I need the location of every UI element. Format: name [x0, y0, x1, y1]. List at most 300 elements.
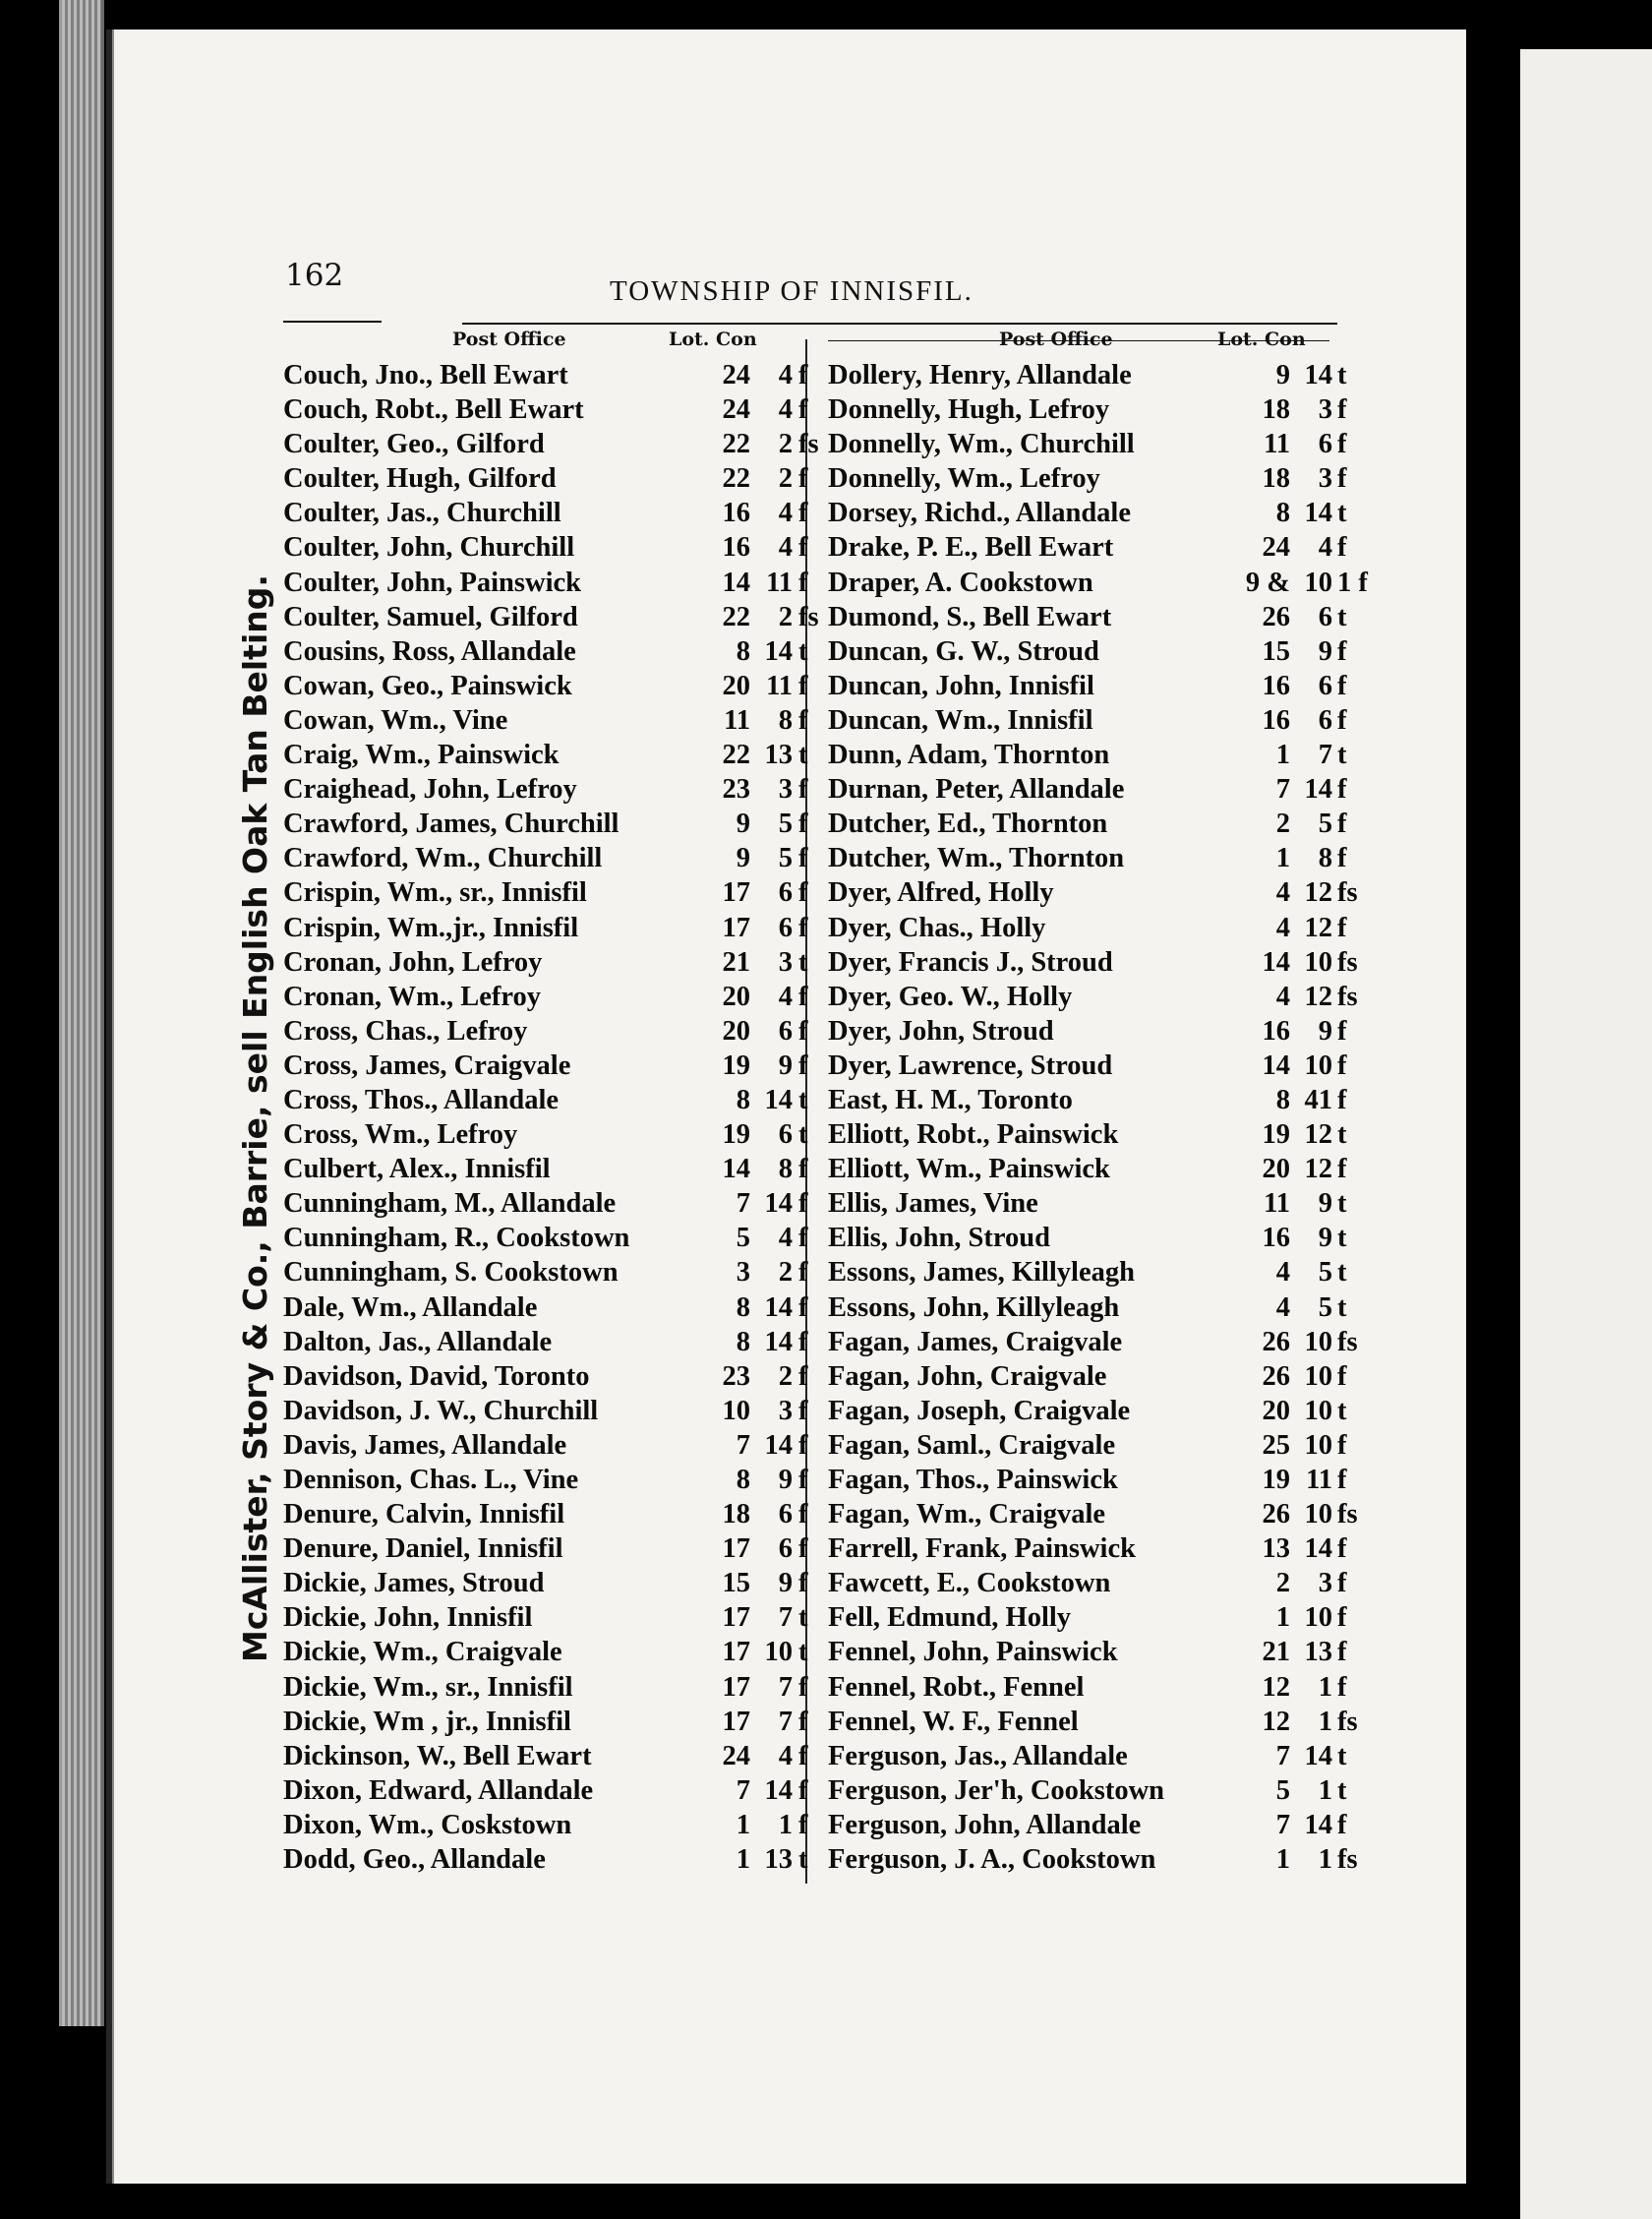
directory-entry	[283, 703, 808, 738]
directory-entry	[283, 875, 808, 910]
entry-name: Dixon, Wm., Coskstown	[283, 1809, 572, 1840]
entry-code: t	[798, 1084, 808, 1115]
entry-name: Dalton, Jas., Allandale	[283, 1326, 553, 1357]
directory-entry	[828, 530, 1347, 565]
entry-name: Dickie, James, Stroud	[283, 1568, 545, 1599]
entry-name: Farrell, Frank, Painswick	[828, 1533, 1136, 1565]
directory-entry	[828, 738, 1347, 772]
entry-lot: 12	[1262, 1706, 1290, 1737]
post-office-header: Post Office	[452, 329, 566, 350]
entry-concession: 6	[778, 1499, 793, 1530]
entry-code: t	[1337, 1774, 1347, 1806]
entry-concession: 10	[1304, 1326, 1332, 1357]
directory-entry	[283, 1566, 808, 1600]
directory-entry	[283, 1359, 808, 1394]
entry-name: Fennel, W. F., Fennel	[828, 1706, 1079, 1737]
directory-entry	[283, 461, 808, 496]
entry-code: f	[798, 843, 808, 874]
entry-name: Cross, Thos., Allandale	[283, 1084, 560, 1115]
entry-code: fs	[798, 601, 819, 632]
entry-concession: 1	[1318, 1706, 1332, 1737]
entry-lot: 8	[736, 1326, 750, 1357]
entry-lot: 25	[1262, 1429, 1290, 1461]
entry-lot: 22	[722, 463, 750, 495]
entry-concession: 1	[1318, 1844, 1332, 1876]
entry-code: f	[798, 1050, 808, 1081]
entry-concession: 4	[778, 1740, 793, 1771]
entry-lot: 19	[722, 1119, 750, 1151]
entry-lot: 20	[1262, 1154, 1290, 1185]
directory-entry	[828, 669, 1347, 703]
directory-entry	[283, 1635, 808, 1669]
entry-lot: 8	[736, 1084, 750, 1115]
entry-name: Ferguson, John, Allandale	[828, 1809, 1142, 1840]
directory-entry	[283, 1290, 808, 1325]
entry-concession: 12	[1304, 912, 1332, 943]
entry-name: Dollery, Henry, Allandale	[828, 360, 1132, 390]
entry-lot: 26	[1262, 1326, 1290, 1357]
directory-entry	[828, 875, 1358, 910]
entry-lot: 19	[1262, 1465, 1290, 1495]
directory-entry	[828, 1497, 1358, 1531]
directory-entry	[828, 461, 1347, 496]
entry-name: Denure, Calvin, Innisfil	[283, 1499, 565, 1530]
entry-lot: 20	[722, 1015, 750, 1047]
entry-concession: 7	[778, 1671, 793, 1703]
entry-code: f	[798, 463, 808, 495]
entry-code: t	[1337, 360, 1347, 390]
entry-concession: 11	[766, 670, 793, 701]
entry-code: fs	[1337, 1499, 1358, 1530]
entry-lot: 2	[1275, 809, 1290, 840]
entry-code: f	[798, 1499, 808, 1530]
directory-entry	[828, 1808, 1347, 1842]
entry-lot: 20	[722, 981, 750, 1012]
entry-name: Dixon, Edward, Allandale	[283, 1774, 594, 1806]
directory-entry	[828, 1290, 1347, 1325]
entry-lot: 1	[1275, 1602, 1290, 1634]
directory-entry	[283, 427, 819, 461]
entry-name: East, H. M., Toronto	[828, 1084, 1073, 1115]
entry-code: f	[798, 567, 808, 598]
entry-name: Cowan, Wm., Vine	[283, 704, 508, 736]
entry-concession: 13	[764, 1844, 793, 1876]
entry-lot: 17	[722, 1671, 750, 1703]
page-number: 162	[285, 258, 344, 293]
directory-entry	[283, 945, 808, 980]
directory-entry	[283, 911, 808, 945]
entry-concession: 9	[1318, 1015, 1332, 1047]
entry-concession: 5	[778, 809, 793, 840]
entry-name: Dyer, Alfred, Holly	[828, 877, 1054, 909]
entry-name: Cunningham, M., Allandale	[283, 1188, 617, 1220]
entry-lot: 1	[1275, 740, 1290, 771]
directory-entry	[828, 1255, 1347, 1289]
entry-lot: 2	[1275, 1568, 1290, 1599]
directory-entry	[283, 1083, 808, 1117]
entry-name: Dodd, Geo., Allandale	[283, 1844, 546, 1876]
running-head: TOWNSHIP OF INNISFIL.	[610, 275, 974, 307]
entry-name: Dickie, Wm , jr., Innisfil	[283, 1706, 571, 1737]
entry-code: f	[1337, 463, 1347, 495]
entry-concession: 14	[1304, 360, 1332, 390]
entry-code: t	[1337, 1257, 1347, 1289]
entry-lot: 26	[1262, 1360, 1290, 1392]
entry-lot: 16	[1262, 1015, 1290, 1047]
entry-concession: 6	[778, 1015, 793, 1047]
left-column-header	[283, 329, 795, 358]
entry-lot: 1	[1275, 1844, 1290, 1876]
entry-concession: 6	[778, 1533, 793, 1565]
entry-lot: 9	[736, 809, 750, 840]
entry-code: f	[1337, 1602, 1347, 1634]
left-entry-list	[283, 358, 819, 1877]
entry-concession: 14	[764, 635, 793, 667]
entry-code: f	[1337, 670, 1347, 701]
entry-concession: 1	[1318, 1774, 1332, 1806]
directory-entry	[283, 1117, 808, 1152]
entry-lot: 7	[1275, 774, 1290, 806]
directory-entry	[828, 1600, 1347, 1635]
entry-lot: 8	[1275, 1084, 1290, 1115]
directory-entry	[283, 1325, 808, 1359]
entry-name: Donnelly, Hugh, Lefroy	[828, 394, 1110, 426]
entry-code: f	[1337, 1154, 1347, 1185]
entry-lot: 7	[736, 1774, 750, 1806]
entry-concession: 4	[778, 981, 793, 1012]
directory-entry	[828, 1531, 1347, 1566]
entry-concession: 10	[1304, 567, 1332, 598]
entry-code: f	[798, 1774, 808, 1806]
entry-concession: 4	[778, 394, 793, 426]
entry-name: Culbert, Alex., Innisfil	[283, 1154, 551, 1185]
entry-concession: 4	[1318, 532, 1332, 564]
entry-code: t	[798, 1602, 808, 1634]
directory-entry	[828, 1049, 1347, 1083]
entry-code: t	[798, 1637, 808, 1668]
entry-code: f	[798, 1326, 808, 1357]
directory-entry	[828, 1463, 1347, 1497]
entry-name: Ellis, James, Vine	[828, 1188, 1038, 1220]
entry-name: Cross, James, Craigvale	[283, 1050, 571, 1081]
entry-name: Crispin, Wm., sr., Innisfil	[283, 877, 587, 909]
entry-code: f	[798, 912, 808, 943]
entry-code: f	[798, 532, 808, 564]
entry-lot: 17	[722, 912, 750, 943]
directory-entry	[828, 1773, 1347, 1808]
entry-lot: 21	[722, 946, 750, 978]
entry-code: fs	[1337, 946, 1358, 978]
entry-concession: 10	[1304, 1395, 1332, 1426]
entry-lot: 18	[1262, 394, 1290, 426]
entry-lot: 11	[724, 704, 750, 736]
entry-code: t	[1337, 1740, 1347, 1771]
directory-entry	[828, 1428, 1347, 1463]
entry-name: Dyer, John, Stroud	[828, 1015, 1054, 1047]
entry-concession: 5	[1318, 1257, 1332, 1289]
entry-code: f	[1337, 1568, 1347, 1599]
entry-lot: 14	[722, 1154, 750, 1185]
entry-code: f	[1337, 1015, 1347, 1047]
entry-code: f	[798, 1015, 808, 1047]
entry-code: f	[1337, 1429, 1347, 1461]
entry-concession: 10	[1304, 1499, 1332, 1530]
directory-entry	[283, 1808, 808, 1842]
entry-lot: 9	[736, 843, 750, 874]
entry-name: Fagan, John, Craigvale	[828, 1360, 1107, 1392]
entry-code: t	[798, 1844, 808, 1876]
directory-entry	[283, 1705, 808, 1739]
entry-code: f	[798, 704, 808, 736]
entry-lot: 24	[722, 394, 750, 426]
directory-entry	[283, 392, 808, 427]
entry-lot: 13	[1262, 1533, 1290, 1565]
post-office-header: Post Office	[999, 329, 1113, 350]
entry-name: Crispin, Wm.,jr., Innisfil	[283, 912, 579, 943]
directory-entry	[828, 1117, 1347, 1152]
directory-entry	[828, 634, 1347, 669]
entry-concession: 3	[778, 946, 793, 978]
entry-concession: 5	[1318, 809, 1332, 840]
entry-lot: 4	[1275, 877, 1290, 909]
entry-concession: 9	[1318, 635, 1332, 667]
directory-entry	[828, 1739, 1347, 1773]
entry-code: t	[1337, 1291, 1347, 1323]
entry-code: t	[1337, 1223, 1347, 1254]
entry-name: Fagan, Saml., Craigvale	[828, 1429, 1116, 1461]
entry-lot: 26	[1262, 1499, 1290, 1530]
directory-entry	[828, 1842, 1358, 1877]
entry-concession: 14	[1304, 1533, 1332, 1565]
entry-lot: 23	[722, 1360, 750, 1392]
directory-entry	[283, 600, 819, 634]
entry-code: f	[1337, 1050, 1347, 1081]
entry-name: Fagan, Thos., Painswick	[828, 1465, 1118, 1495]
entry-code: t	[1337, 740, 1347, 771]
entry-name: Cross, Chas., Lefroy	[283, 1015, 528, 1047]
entry-lot: 18	[1262, 463, 1290, 495]
entry-name: Davidson, David, Toronto	[283, 1360, 590, 1392]
entry-name: Dyer, Chas., Holly	[828, 912, 1046, 943]
entry-lot: 22	[722, 740, 750, 771]
directory-entry	[283, 1428, 808, 1463]
entry-name: Cunningham, S. Cookstown	[283, 1257, 619, 1289]
entry-name: Coulter, John, Churchill	[283, 532, 575, 564]
entry-lot: 11	[1264, 429, 1290, 460]
entry-code: f	[798, 1740, 808, 1771]
directory-entry	[828, 1394, 1347, 1428]
entry-lot: 4	[1275, 912, 1290, 943]
entry-name: Ferguson, J. A., Cookstown	[828, 1844, 1156, 1876]
entry-lot: 1	[736, 1844, 750, 1876]
book-page-edges	[59, 0, 104, 2026]
entry-concession: 6	[778, 1119, 793, 1151]
entry-concession: 2	[778, 463, 793, 495]
entry-concession: 13	[764, 740, 793, 771]
directory-entry	[283, 566, 808, 600]
entry-name: Cowan, Geo., Painswick	[283, 670, 572, 701]
entry-code: f	[798, 1395, 808, 1426]
directory-entry	[283, 772, 808, 807]
directory-entry	[283, 496, 808, 530]
entry-code: f	[1337, 635, 1347, 667]
entry-lot: 16	[1262, 670, 1290, 701]
entry-concession: 9	[1318, 1188, 1332, 1220]
entry-concession: 14	[1304, 774, 1332, 806]
entry-name: Dorsey, Richd., Allandale	[828, 498, 1131, 529]
entry-lot: 17	[722, 877, 750, 909]
entry-name: Coulter, Hugh, Gilford	[283, 463, 557, 495]
entry-name: Ferguson, Jer'h, Cookstown	[828, 1774, 1165, 1806]
entry-concession: 14	[764, 1429, 793, 1461]
entry-name: Essons, James, Killyleagh	[828, 1257, 1135, 1289]
entry-lot: 5	[1275, 1774, 1290, 1806]
entry-code: f	[1337, 1637, 1347, 1668]
directory-entry	[283, 738, 808, 772]
entry-code: f	[798, 877, 808, 909]
entry-name: Coulter, John, Painswick	[283, 567, 581, 598]
entry-name: Crawford, Wm., Churchill	[283, 843, 603, 874]
entry-lot: 8	[736, 635, 750, 667]
entry-code: f	[798, 394, 808, 426]
entry-name: Dunn, Adam, Thornton	[828, 740, 1110, 771]
entry-name: Crawford, James, Churchill	[283, 809, 620, 840]
entry-lot: 16	[722, 532, 750, 564]
entry-code: fs	[1337, 1844, 1358, 1876]
lot-con-header: Lot. Con	[1217, 329, 1306, 350]
entry-concession: 6	[778, 912, 793, 943]
header-rule-right	[462, 323, 1337, 325]
entry-concession: 10	[1304, 1050, 1332, 1081]
right-entry-list	[828, 358, 1368, 1877]
entry-concession: 4	[778, 498, 793, 529]
entry-lot: 16	[1262, 1223, 1290, 1254]
entry-code: f	[798, 1223, 808, 1254]
entry-code: f	[1337, 1465, 1347, 1495]
entry-code: t	[798, 635, 808, 667]
entry-lot: 12	[1262, 1671, 1290, 1703]
entry-concession: 1	[778, 1809, 793, 1840]
directory-entry	[828, 1083, 1347, 1117]
entry-lot: 8	[736, 1465, 750, 1495]
directory-entry	[828, 358, 1347, 392]
entry-name: Coulter, Samuel, Gilford	[283, 601, 578, 632]
entry-code: f	[798, 774, 808, 806]
directory-entry	[828, 772, 1347, 807]
entry-code: f	[798, 1809, 808, 1840]
entry-name: Cross, Wm., Lefroy	[283, 1119, 518, 1151]
entry-lot: 24	[1262, 532, 1290, 564]
entry-name: Dennison, Chas. L., Vine	[283, 1465, 579, 1495]
entry-name: Dyer, Lawrence, Stroud	[828, 1050, 1113, 1081]
directory-entry	[283, 1600, 808, 1635]
advertisement-text: McAllister, Story & Co., Barrie, sell English Oak Tan Belting.	[236, 574, 274, 1662]
directory-entry	[828, 600, 1347, 634]
entry-lot: 9	[1275, 360, 1290, 390]
entry-code: t	[1337, 601, 1347, 632]
entry-name: Cronan, Wm., Lefroy	[283, 981, 542, 1012]
entry-code: f	[1337, 1533, 1347, 1565]
entry-name: Fell, Edmund, Holly	[828, 1602, 1072, 1634]
right-column-header	[828, 329, 1339, 358]
entry-lot: 9 &	[1245, 567, 1290, 598]
entry-name: Craighead, John, Lefroy	[283, 774, 577, 806]
entry-name: Davis, James, Allandale	[283, 1429, 567, 1461]
entry-name: Dale, Wm., Allandale	[283, 1291, 538, 1323]
entry-code: f	[1337, 774, 1347, 806]
entry-concession: 7	[778, 1602, 793, 1634]
entry-code: f	[1337, 809, 1347, 840]
entry-code: f	[1337, 532, 1347, 564]
directory-entry	[828, 841, 1347, 875]
entry-lot: 19	[1262, 1119, 1290, 1151]
directory-entry	[828, 1359, 1347, 1394]
entry-concession: 8	[778, 704, 793, 736]
entry-lot: 4	[1275, 981, 1290, 1012]
directory-entry	[283, 1531, 808, 1566]
entry-code: fs	[798, 429, 819, 460]
entry-concession: 1	[1318, 1671, 1332, 1703]
entry-concession: 14	[764, 1291, 793, 1323]
entry-code: f	[1337, 1084, 1347, 1115]
entry-concession: 4	[778, 532, 793, 564]
directory-entry	[283, 634, 808, 669]
entry-concession: 10	[1304, 1429, 1332, 1461]
directory-entry	[283, 1463, 808, 1497]
entry-concession: 3	[778, 774, 793, 806]
entry-concession: 12	[1304, 877, 1332, 909]
entry-code: f	[798, 1533, 808, 1565]
directory-entry	[283, 1773, 808, 1808]
entry-concession: 8	[1318, 843, 1332, 874]
entry-name: Elliott, Wm., Painswick	[828, 1154, 1110, 1185]
entry-concession: 4	[778, 360, 793, 390]
entry-lot: 4	[1275, 1257, 1290, 1289]
entry-code: f	[1337, 394, 1347, 426]
directory-entry	[283, 1739, 808, 1773]
entry-concession: 12	[1304, 981, 1332, 1012]
directory-entry	[828, 392, 1347, 427]
entry-concession: 14	[764, 1188, 793, 1220]
entry-code: fs	[1337, 981, 1358, 1012]
entry-concession: 5	[1318, 1291, 1332, 1323]
entry-lot: 4	[1275, 1291, 1290, 1323]
entry-concession: 2	[778, 601, 793, 632]
entry-lot: 17	[722, 1602, 750, 1634]
entry-code: f	[798, 1465, 808, 1495]
entry-code: f	[798, 360, 808, 390]
directory-entry	[283, 1014, 808, 1049]
entry-concession: 41	[1304, 1084, 1332, 1115]
entry-lot: 20	[1262, 1395, 1290, 1426]
entry-code: t	[798, 1119, 808, 1151]
entry-code: t	[1337, 498, 1347, 529]
entry-code: fs	[1337, 1326, 1358, 1357]
entry-code: 1 f	[1337, 567, 1368, 598]
entry-lot: 21	[1262, 1637, 1290, 1668]
entry-concession: 9	[778, 1050, 793, 1081]
entry-name: Dutcher, Ed., Thornton	[828, 809, 1108, 840]
entry-name: Davidson, J. W., Churchill	[283, 1395, 599, 1426]
entry-code: f	[798, 1291, 808, 1323]
entry-concession: 10	[764, 1637, 793, 1668]
directory-entry	[828, 1635, 1347, 1669]
entry-concession: 4	[778, 1223, 793, 1254]
entry-concession: 6	[778, 877, 793, 909]
entry-code: f	[798, 1706, 808, 1737]
entry-lot: 22	[722, 429, 750, 460]
entry-concession: 11	[766, 567, 793, 598]
